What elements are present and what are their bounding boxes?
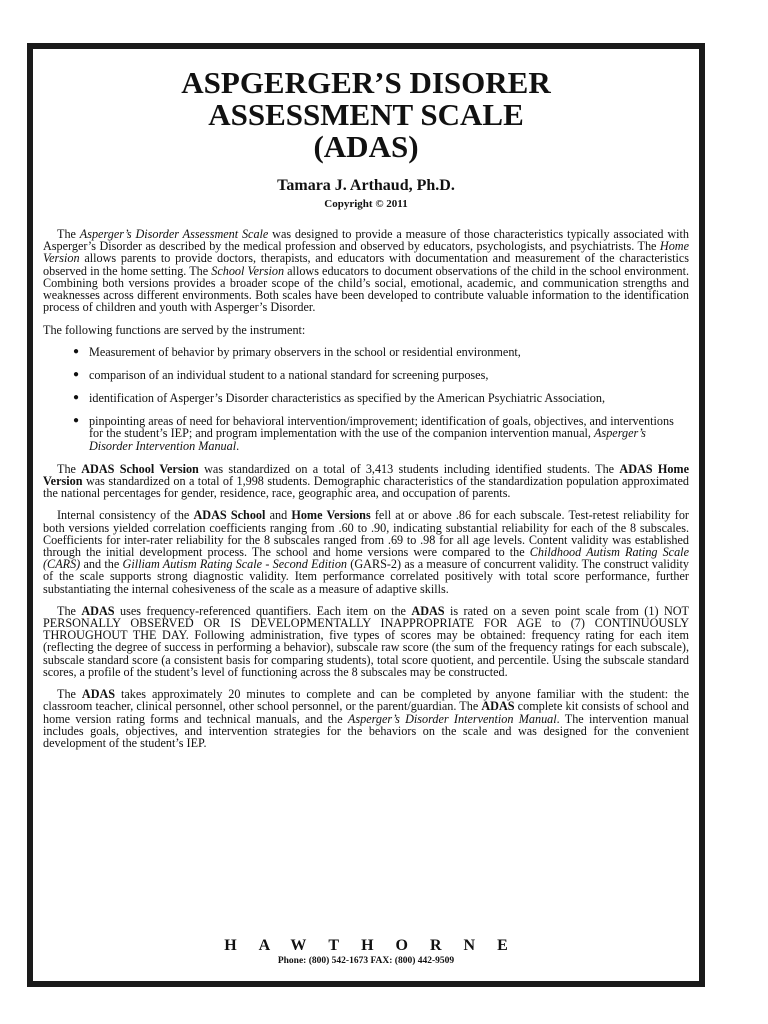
document-title	[43, 67, 689, 163]
administration-paragraph: The ADAS takes approximately 20 minutes to complete and can be completed by anyone familiar with the student: the classroom teacher, clinical personnel, other school personnel, or the parent/guardian. The ADAS complete kit consists of school and home version rating forms and technical manuals, and the Asperger’s Disorder Intervention Manual. The intervention manual includes goals, objectives, and intervention strategies for the behaviors on the scale and was designed for the convenient development of the student’s IEP.	[43, 687, 689, 750]
scoring-paragraph: The ADAS uses frequency-referenced quantifiers. Each item on the ADAS is rated on a seven point scale from (1) NOT PERSONALLY OBSERVED OR IS DEVELOPMENTALLY INAPPROPRIATE FOR AGE to (7) CONTINUOUSLY THROUGHOUT THE DAY. Following administration, five types of scores may be obtained: frequency rating for each item (reflecting the degree of success in performing a behavior), subscale raw score (the sum of the frequency ratings for each subscale), subscale standard score (a consistent basis for comparing students), total score quotient, and percentile. Using the subscale standard scores, a profile of the student’s level of functioning across the 8 subscales may be constructed.	[43, 603, 689, 679]
title-line-3: (ADAS)	[313, 129, 419, 164]
intro-paragraph: The Asperger’s Disorder Assessment Scale was designed to provide a measure of those characteristics typically associated with Asperger’s Disorder as described by the medical profession and observed by educators, psychologists, and psychiatrists. The Home Version allows parents to provide doctors, therapists, and educators with documentation and measurement of the characteristics observed in the home setting. The School Version allows educators to document observations of the child in the school environment. Combining both versions provides a broader scope of the child’s social, emotional, academic, and communication strengths and weaknesses across different environments. Both scales have been developed to contribute valuable information to the identification process of children and youth with Asperger’s Disorder.	[43, 227, 690, 315]
title-line-2: ASSESSMENT SCALE	[208, 97, 524, 132]
reliability-paragraph: Internal consistency of the ADAS School and Home Versions fell at or above .86 for each subscale. Test-retest reliability for both versions yielded correlation coefficients ranging from .60 to .90, indicating substantial reliability for each of the 8 subscales. Coefficients for inter-rater reliability for the 8 subscales ranged from .69 to .98 for all age levels. Content validity was established through the initial development process. The school and home versions were compared to the Childhood Autism Rating Scale (CARS) and the Gilliam Autism Rating Scale - Second Edition (GARS-2) as a measure of concurrent validity. The construct validity of the scale supports strong diagnostic validity. Item performance correlated positively with total score performance, further substantiating the internal cohesiveness of the scale as a measure of adaptive skills.	[43, 508, 689, 596]
publisher-name: HAWTHORNE	[224, 937, 530, 954]
title-line-1: ASPGERGER’S DISORER	[181, 65, 551, 100]
copyright: Copyright © 2011	[324, 198, 408, 210]
publisher-contact: Phone: (800) 542-1673 FAX: (800) 442-9509	[277, 956, 455, 966]
publisher-footer	[33, 937, 699, 966]
functions-list	[43, 346, 689, 452]
list-item: ● Measurement of behavior by primary observers in the school or residential environment,	[73, 346, 689, 358]
list-item: ● identification of Asperger’s Disorder characteristics as specified by the American Psychiatric Association,	[73, 392, 689, 404]
standardization-paragraph: The ADAS School Version was standardized on a total of 3,413 students including identified students. The ADAS Home Version was standardized on a total of 1,998 students. Demographic characteristics of the standardization population approximated the national percentages for gender, residence, race, geographic area, and occupation of parents.	[43, 461, 689, 501]
document-frame	[27, 43, 705, 987]
author: Tamara J. Arthaud, Ph.D.	[277, 177, 455, 194]
document-body	[43, 67, 689, 749]
list-item: ● comparison of an individual student to a national standard for screening purposes,	[73, 369, 689, 381]
functions-intro: The following functions are served by the instrument:	[43, 323, 306, 338]
list-item: ● pinpointing areas of need for behavioral intervention/improvement; identification of goals, objectives, and interventions for the student’s IEP; and program implementation with the use of the companion intervention manual, Asperger’s Disorder Intervention Manual.	[73, 415, 689, 452]
